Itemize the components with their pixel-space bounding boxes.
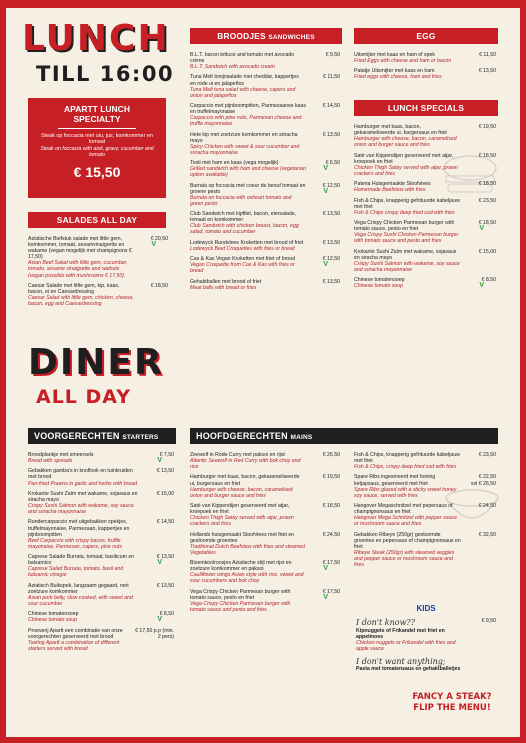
lunch-specials-header: LUNCH SPECIALS <box>354 100 498 116</box>
menu-item: Pasta met tomatensaus en gehaktballetjes <box>356 665 461 672</box>
kids-handwriting-2: I don't want anything; <box>356 656 446 666</box>
menu-item: B.L.T. bacon lettuce and tomato met avocado crème B.L.T. Sandwich with avocado cream € 9,50 <box>190 52 340 71</box>
lunch-specialty-box <box>28 98 166 198</box>
lunch-specialty-desc: Steak op foccacia met uiu, jus, komkommer en tomaat <box>41 133 153 146</box>
menu-item: Tuna Melt tonijnsalade met cheddar, kappertjes en rode ui en jalapeños Tuna Melt tuna salad with cheese, capers and onion and jalapeños € 11,50 <box>190 74 340 99</box>
menu-item: Hamburger met kaas, bacon, gekarameliseerde ui, burgersaus en friet Hamburger with cheese, bacon, caramelised onion and burger sauce and fries € 19,50 <box>190 474 340 499</box>
menu-item: Rundercarpaccio met uitgebakken spekjes, truffelmayonaise, Parmezaan, kappertjes en pijnboompitten Beef Carpaccio with crispy bacon, truffle mayonaise, Parmesan, capers, pine nuts € 14,50 <box>28 519 174 550</box>
salades-list <box>28 236 170 311</box>
menu-item: Uitsmijter met kaas en ham of spek Fried Eggs with cheese and ham or bacon € 11,50 <box>354 52 496 65</box>
broodjes-header: BROODJES SANDWICHES <box>190 28 342 44</box>
menu-item: Krokante Sushi Zalm met wakame, sojasaus en siracha mayo Crispy Sushi Salmon with wakame, soy sauce and sriracha mayonnaise € 15,00 <box>354 248 496 273</box>
menu-item: Caesar Salade met little gem, kip, kaas, bacon, ei en Caesardressing Caesar Salad with little gem, chicken, cheese, bacon, egg and Caesardressing € 18,50 <box>28 282 168 308</box>
lunch-specialty-price: € 15,50 <box>73 164 121 181</box>
lunch-time: TILL 16:00 <box>36 62 175 86</box>
menu-item: Cas & Kas Vegan Kroketten met friet of brood Vegan Croquette from Cas & Kas with fries or bread € 12,50 V <box>190 256 340 275</box>
menu-item: Fish & Chips, knapperig gefrituurde kabeljauw met friet Fish & Chips crispy deep fried cod with fries € 23,50 <box>354 197 496 216</box>
menu-item: Spare Ribs ingesmeerd met honing ketjapsaus, geserveerd met friet Spare Ribs glazed with a sticky sweet honey soy sauce, served with fries € 22,50 xxl € 26,50 <box>354 474 496 499</box>
kids-handwriting-1: I don't know?? <box>356 618 415 627</box>
menu-item: Bloemkoolroosjes Aziatische stijl met rijst en zoetzure komkommer en paksoi Cauliflower wings Asian style with rice, sweet and sour cucumbers and bok choy € 17,50 V <box>190 560 340 585</box>
lunch-specialty-desc-en: Steak on foccacia with aioli, gravy, cucumber and tomato <box>40 145 154 159</box>
menu-item: Caprese Salade Burrata, tomaat, basilicum en balsamico Caprese Salad Burrata, tomato, basil and balsamic vinegar € 13,50 V <box>28 554 174 579</box>
menu-item: Patatje Uitsmijter met kaas en ham Fried eggs with cheese, ham and fries € 13,50 <box>354 68 496 81</box>
menu-item: Krokante Sushi Zalm met wakame, sojasaus en siracha mayo Crispy Sushi Salmon with wakame, soy sauce and sriracha mayonnaise € 15,00 <box>28 490 174 516</box>
menu-item: Saté van Kippendijen geserveerd met atjar, kroepoek en friet Chicken Thigh Satay served with atjar, prawn crackers and fries € 18,50 <box>190 503 340 528</box>
menu-item: Chinese tomatensoep Chinese tomato soup € 8,50 V <box>28 611 174 624</box>
menu-item: Saté van Kippendijen geserveerd met atjar, kroepoek en friet Chicken Thigh Satay served with atjar, prawn crackers and fries € 18,50 <box>354 152 496 177</box>
menu-item: Lodewyck Rundvlees Kroketten met brood of friet Lodewyck Beef Croquettes with fries or bread € 13,50 <box>190 239 340 252</box>
fancy-steak-text: FANCY A STEAK? <box>412 692 492 702</box>
voorgerechten-list <box>28 452 176 656</box>
menu-item: Hamburger met kaas, bacon, gekarameliseerde ui, burgersaus en friet Hamburger with cheese, bacon, caramelised onion and burger sauce and fries € 19,50 <box>354 124 496 149</box>
hoofdgerechten-right-list <box>354 452 498 572</box>
menu-item: Club Sandwich met kipfilet, bacon, eiersalade, tomaat en komkommer Club Sandwich with chicken breast, bacon, egg salad, tomato and cucumber € 13,50 <box>190 211 340 236</box>
menu-item: Kipnuggets of Frikandel met friet en appelmoes Chicken nuggets or Frikandel with fries and apple sauce € 9,50 <box>356 618 496 653</box>
hoofdgerechten-left-list <box>190 452 342 617</box>
menu-item: Vega Crispy Chicken Parmesan burger with tomato sauce, pesto en friet Vega Crispy Sushi Chicken Parmesan burger with tomato sauce and pesto and fries € 18,50 V <box>354 219 496 245</box>
hoofdgerechten-header: HOOFDGERECHTEN MAINS <box>190 428 498 444</box>
menu-item: Gehaktballen met brood of friet Meat balls with bread or fries € 13,50 <box>190 278 340 291</box>
kids-header: KIDS <box>416 604 436 613</box>
voorgerechten-header: VOORGERECHTEN STARTERS <box>28 428 176 444</box>
menu-item: Proeverij Apartt een combinatie van onze voorgerechten geserveerd met brood Tasting Apartt a combination of different starters served with bread € 17,50 p.p (min. 2 pers) <box>28 627 174 652</box>
diner-title: DINER <box>28 342 164 383</box>
menu-item: Zeewolf in Rode Curry met paksoi en rijst Atlantic Seawolf in Red Curry with bok choy and rice € 26,50 <box>190 452 340 471</box>
menu-item: Aziatische Biefstuk salade met little gem, komkommer, tomaat, sesamvinaigrette en wakame (vegan mogelijk met champignons € 17,50) Asian Beef Salad with little gem, cucumber, tomato, sesame vinaigrette and walnuts (vegan possible with mushrooms € 17,50) € 20,50 V <box>28 236 168 279</box>
menu-item: Broodplankje met smeersels Bread with spreads € 7,50 V <box>28 452 174 465</box>
egg-header: EGG <box>354 28 498 44</box>
lunch-title: LUNCH <box>22 18 170 59</box>
diner-subtitle: ALL DAY <box>36 386 131 408</box>
menu-item: Vega Crispy Chicken Parmesan burger with tomato sauce, pesto en friet Vega Crispy Chicken Parmesan burger with tomato sauce and pesto and fries € 17,50 V <box>190 588 340 613</box>
menu-item: Hollands huisgemaakt Stoofvlees met friet en gestoomde groentes Traditional Dutch Beefstew with fries and steamed Vegetables € 24,50 <box>190 531 340 556</box>
menu-item: Burrata op foccacia met coeur de beouf tomaat en groene pesto Burrata on foccacia with oxheart tomato and green pesto € 12,50 V <box>190 182 340 207</box>
menu-item: Tosti met ham en kaas (vega mogelijk) Grilled sandwich with ham and cheese (vegetarian option available) € 6,50 V <box>190 160 340 179</box>
menu-item: Hangover Megaschnitzel met pepersaus of champignonsaus en friet Hangover Mega Schnitzel with pepper sauce or mushroom sauce and fries € 24,50 <box>354 503 496 528</box>
flip-menu-callout <box>400 692 504 714</box>
egg-list <box>354 52 498 85</box>
flip-menu-text: FLIP THE MENU! <box>413 703 491 713</box>
menu-item: Pateria Huisgemaakte Stoofvlees Homemade Beefstew with fries € 18,50 <box>354 181 496 194</box>
menu-item: Hete kip met zoetzure komkommer en sriracha mayo Spicy Chicken with sweet & sour cucumber and sriracha mayonnaise € 13,50 <box>190 131 340 156</box>
burger-sketch-icon <box>440 150 500 200</box>
lunch-specialty-title: APARTT LUNCH SPECIALTY <box>64 104 130 124</box>
broodjes-list <box>190 52 342 295</box>
salades-header: SALADES ALL DAY <box>28 212 166 228</box>
menu-item: Aziatisch Buikspek, langzaam gegaard, met zoetzure komkommer Asian pork belly, slow cooked, with sweet and sour cucumber € 13,50 <box>28 582 174 607</box>
menu-item: Gebakken Ribeye (250gr) gestoomde groentes en pepersaus of champignonsaus en friet Ribeye Steak (250gr) with steamed veggies and pepper sauce or mushroom sauce and fries € 32,50 <box>354 531 496 569</box>
menu-item: Carpaccio met pijnboompitten, Parmezaanse kaas en truffelmayonaise Carpaccio with pine nuts, Parmesan cheese and truffle mayonnaise € 14,50 <box>190 103 340 128</box>
menu-item: Gebakken gamba's in knoflook en tuinkruiden met brood Pan-fried Prawns in garlic and herbs with bread € 13,50 <box>28 468 174 487</box>
menu-item: Chinese tomatensoep Chinese tomato soup € 8,50 V <box>354 277 496 290</box>
kids-section <box>356 618 498 676</box>
menu-item: Fish & Chips, knapperig gefrituurde kabeljauw met friet Fish & Chips, crispy deep fried cod with fries € 23,50 <box>354 452 496 471</box>
